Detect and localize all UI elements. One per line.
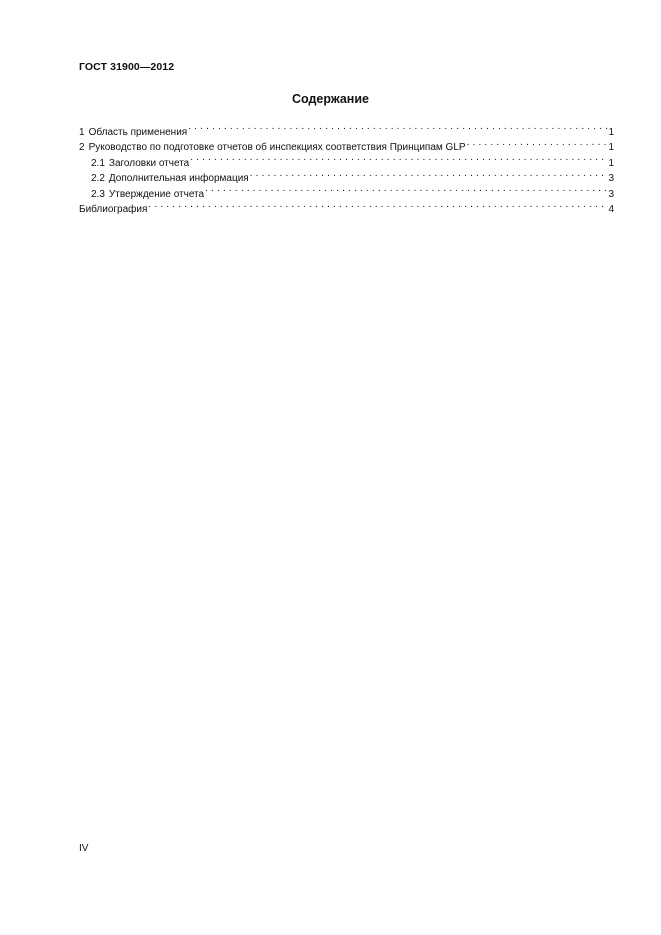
document-standard-code: ГОСТ 31900—2012 — [79, 61, 175, 73]
toc-entry-title: Заголовки отчета — [108, 157, 190, 169]
toc-entry-title: Руководство по подготовке отчетов об инспекциях соответствия Принципам GLP — [88, 142, 466, 153]
toc-entry-number: 1 — [79, 126, 85, 138]
toc-leader-dots — [250, 166, 608, 182]
toc-leader-dots — [190, 150, 607, 166]
table-of-contents — [79, 119, 614, 215]
toc-entry-title: Библиография — [79, 204, 148, 215]
toc-title: Содержание — [291, 92, 369, 106]
toc-entry-page: 1 — [608, 126, 614, 138]
toc-entry-page: 3 — [608, 188, 614, 200]
toc-entry-number: 2.3 — [91, 188, 105, 200]
toc-entry[interactable] — [79, 119, 614, 138]
toc-entry-page: 1 — [608, 157, 614, 169]
toc-entry-page: 4 — [608, 204, 614, 215]
toc-entry-title: Дополнительная информация — [108, 173, 249, 184]
toc-entry-number: 2.1 — [91, 157, 105, 169]
toc-entry[interactable] — [79, 197, 614, 213]
toc-entry-title: Область применения — [88, 126, 188, 138]
toc-entry-title: Утверждение отчета — [108, 188, 205, 200]
toc-leader-dots — [148, 197, 607, 213]
toc-entry-page: 3 — [608, 173, 614, 184]
toc-entry-number: 2 — [79, 142, 85, 153]
page-number: IV — [79, 843, 89, 854]
toc-leader-dots — [205, 181, 607, 197]
toc-leader-dots — [467, 135, 608, 151]
toc-entry-number: 2.2 — [91, 173, 105, 184]
toc-leader-dots — [188, 119, 607, 135]
toc-entry-page: 1 — [608, 142, 614, 153]
